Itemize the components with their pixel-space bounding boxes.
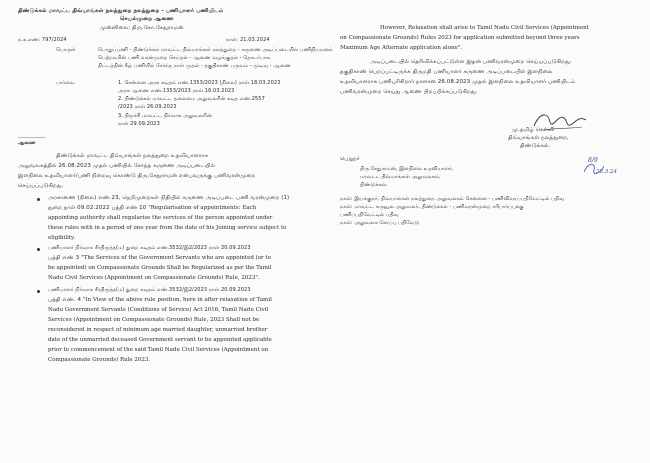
- order-paragraph-line: திண்டுக்கல் மாவட்ட திவ்யாங்கள் நலத்துறை உதவியாளராக: [56, 153, 209, 159]
- copy-line: பணிப்பதிவேட்டில் பதிவு: [340, 212, 399, 218]
- decision-line: தகுதிகாண் பெறப்பட்டிருக்க திருமதி பணியாளர் கருணை அடிப்படையில் இளநிலை: [340, 69, 553, 75]
- bullet-tamil-line: பணியாளர் நிர்வாக சீர்திருத்த(ம) துறை கடிதம் எண்.3532/இ2/2023 நாள் 20.09.2023: [48, 287, 251, 293]
- bullet-english-line: eligibility.: [48, 235, 76, 241]
- recipient-line: மாவட்ட திவ்யாங்கள் அலுவலகம்,: [360, 174, 441, 180]
- bullet-english-line: Nadu Civil Services (Appointment on Compassionate Grounds) Rule, 2023".: [48, 275, 260, 281]
- order-paragraph-line: செய்யப்படுகிறது.: [18, 183, 64, 189]
- bullet-mixed-line: [48, 206, 256, 212]
- department-heading: திண்டுக்கல் மாவட்ட திவ்யாங்கள் நலத்துறை நலத்துறை - பணியாளர் பணியிடம்: [18, 8, 224, 14]
- order-paragraph-line: இளநிலை உதவியாளர்/பணி நிறைவு கொண்டு திரு.சேதுராமன் என்பவருக்கு பணிவரன்முறை: [18, 173, 256, 179]
- handwritten-date: 26.3.24: [596, 169, 617, 175]
- bullet-prefix: துறை நாள் 09.02.2022 பத்தி எண் 10: [48, 205, 149, 211]
- bullet-english-line: Compassionate Grounds) Rule 2023.: [48, 357, 151, 363]
- bullet-tamil-line: அரசாணை (நிலை) எண்.23, நெறிமுறைகள் நிதியில் கருணை அடிப்படை பணி வரன்முறை (1): [48, 195, 290, 201]
- bullet-english-line: date of the unmarried deceased Government servant to be appointed applicable: [48, 337, 272, 343]
- bullet-mixed-line: [48, 298, 272, 304]
- signatory-designation: திவ்யாங்கள் நலத்துறை,: [508, 135, 569, 141]
- order-heading: செயல்முறை ஆணை: [120, 16, 174, 22]
- recipient-line: திரு.சேதுராமன், இளநிலை உதவியாளர்,: [360, 166, 454, 172]
- decision-line: அடிப்படையில் தெரிவிக்கப்பட்டுள்ள இதன் பணிவரன்முறை செய்யப்படுகிறது.: [370, 59, 572, 65]
- relaxation-line: on Compassionate Grounds) Rules 2023 for application submitted beyond three years: [340, 35, 580, 41]
- reference-label: பார்வை: [56, 80, 75, 86]
- reference-item: நாள் 29.09.2023: [118, 121, 160, 127]
- decision-line: உதவியாளராக பணிபுரிகிறார் நாளான 26.08.2023 முதல் இளநிலை உதவியாளர் பணியிடம்: [340, 79, 576, 85]
- reference-number: ந.க.எண்: 797/2024: [18, 37, 67, 43]
- order-title: ஆணை: [18, 140, 36, 146]
- reference-item: 2. திண்டுக்கல் மாவட்ட தலைமை அலுவலரின் கடித எண்.2557: [118, 96, 265, 102]
- copy-line: நகல்: அலுவலக கோப்பு பதிவேடு: [340, 220, 420, 226]
- bullet-english-line: be appointed) on Compassionate Grounds Shall be Regularized as per the Tamil: [48, 265, 272, 271]
- bullet-english-text: "Regularisation of appointments: Each: [148, 205, 257, 211]
- bullet-tamil-line: பணியாளர் நிர்வாக சீர்திருத்த(ம) துறை கடிதம் எண்.3532/இ2/2023 நாள் 20.09.2023: [48, 245, 251, 251]
- recipient-label: பெறுநர்: [340, 156, 360, 162]
- bullet-english-line: reconsidered in respect of minimum age married daughter, unmarried brother: [48, 327, 268, 333]
- subject-line: திட்டத்தின் கீழ் பணியில் சேர்ந்த நாள் முதல் - தகுதிகாண் பருவம் - முடிவு - ஆணை: [98, 63, 291, 69]
- signatory-name: மு.தமிழ் செல்வி: [512, 127, 555, 133]
- subject-label: பொருள்: [56, 47, 76, 53]
- bullet-english-text: "The Services of the Government Servants who are appointed (or to: [81, 255, 271, 261]
- copy-line: நகல்: மாவட்ட கருவூல அலுவலர், திண்டுக்கல் - பணிவரன்முறை சரிபார்ப்புக்கு: [340, 204, 524, 210]
- decision-line: பணிவரன்முறை செய்து ஆணை பிறப்பிக்கப்படுகிறது.: [340, 89, 478, 95]
- relaxation-line: However, Relaxation shall arise to Tamil Nadu Civil Services (Appointment: [380, 25, 589, 31]
- reference-item: அரசு ஆணை எண்.1353/2023 நாள் 16.03.2023: [118, 88, 235, 94]
- signatory-place: திண்டுக்கல்.: [520, 143, 551, 149]
- subject-line: பொதுப்பணி - திண்டுக்கல் மாவட்ட திவ்யாங்கள் நலத்துறை - கருணை அடிப்படையில் பணிநியமனம்: [98, 47, 333, 53]
- bullet-mixed-line: [48, 256, 271, 262]
- bullet-english-line: Nadu Government Servants (Conditions of Service) Act 2016, Tamil Nadu Civil: [48, 307, 269, 313]
- bullet-point: [37, 248, 40, 251]
- order-date: நாள்: 21.03.2024: [226, 37, 270, 43]
- bullet-english-line: Services (Appointment on Compassionate Grounds) Rule, 2023 Shall not be: [48, 317, 260, 323]
- divider: [18, 137, 46, 138]
- proceedings-line: முன்னிலை: திரு.கோ.சேதுராமன்: [100, 25, 184, 31]
- bullet-english-line: these rules with in a period of one year from the date of his Joining service subject to: [48, 225, 287, 231]
- order-paragraph-line: அலுவலகத்தில் 26.08.2023 முதல் பணியில் சேர்ந்த கருணை அடிப்படையில்: [18, 163, 216, 169]
- bullet-english-line: prior to commencement of the said Tamil Nadu Civil Services (Appointment on: [48, 347, 269, 353]
- bullet-prefix: பத்தி எண் 3: [48, 255, 82, 261]
- subject-line: பெற்றவரின் பணி வரன்முறை செய்தல் - ஆணை வழங்குதல் - தொடர்பாக.: [98, 55, 272, 61]
- reference-item: /2023 நாள் 26.09.2023: [118, 104, 177, 110]
- reference-item: 1. சென்னை அரசு கடிதம் எண்.1353/2023 (நிலை) நாள் 18.03.2023: [118, 80, 281, 86]
- copy-line: நகல்: இயக்குநர், திவ்யாங்கள் நலத்துறை அலுவலகம் சென்னை - பணிவிவரப்பதிவேட்டில் பதிவு: [340, 196, 565, 202]
- recipient-line: திண்டுக்கல்.: [360, 182, 388, 188]
- handwritten-initials: 8/9: [588, 157, 598, 164]
- bullet-prefix: பத்தி எண். 4: [48, 297, 83, 303]
- bullet-english-line: appointing authority shall regularise the services of the person appointed under: [48, 215, 273, 221]
- relaxation-line: Maximum Age Alternate application alone".: [340, 45, 463, 51]
- reference-item: 3. திருச்சி மாவட்ட நிர்வாக அலுவலரின்: [118, 113, 212, 119]
- bullet-point: [37, 290, 40, 293]
- bullet-point: [37, 198, 40, 201]
- bullet-english-text: "In View of the above rule position, here in after relaxation of Tamil: [82, 297, 272, 303]
